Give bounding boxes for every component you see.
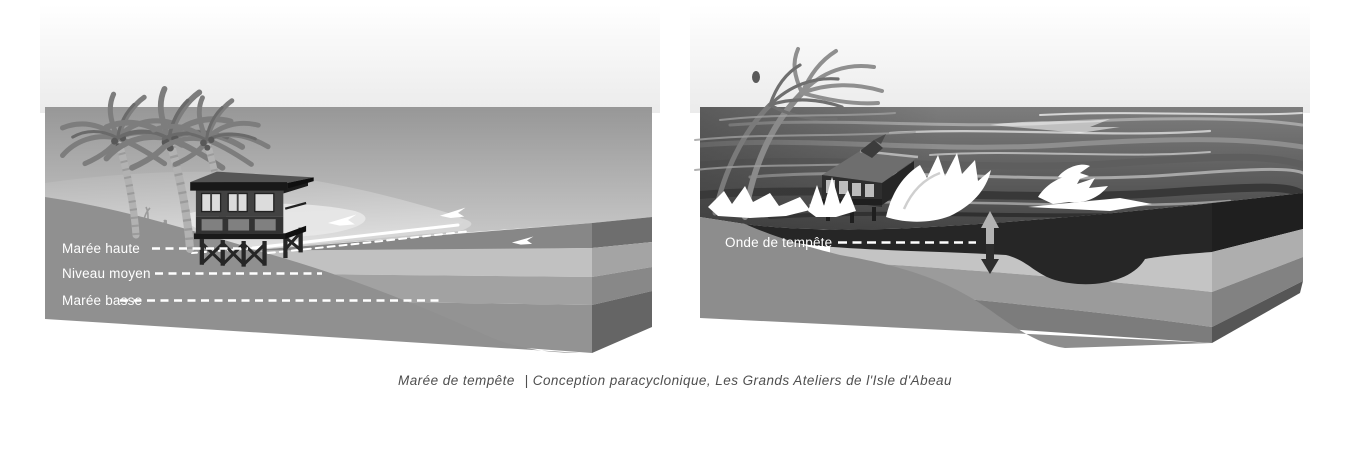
low-tide-label: Marée basse xyxy=(62,293,143,308)
normal-tide-diagram xyxy=(40,5,660,365)
mean-level-label: Niveau moyen xyxy=(62,266,151,281)
figure-caption xyxy=(0,373,1350,388)
sky xyxy=(40,5,660,113)
sky xyxy=(690,5,1310,113)
caption-title: Marée de tempête xyxy=(398,373,515,388)
caption-credit: Conception paracyclonique, Les Grands Ateliers de l'Isle d'Abeau xyxy=(532,373,952,388)
storm-surge-label: Onde de tempête xyxy=(725,235,833,250)
high-tide-label: Marée haute xyxy=(62,241,140,256)
caption-separator: | xyxy=(524,373,529,388)
storm-surge-diagram xyxy=(690,5,1310,365)
